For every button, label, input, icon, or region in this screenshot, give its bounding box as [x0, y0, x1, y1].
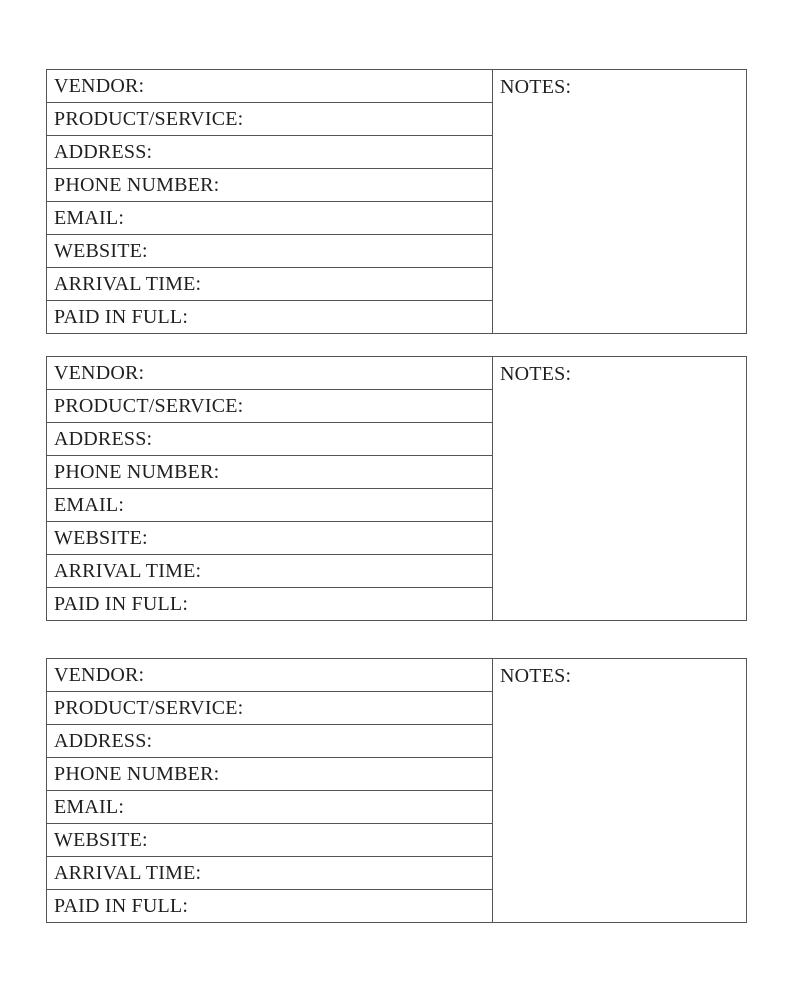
vendor-card — [46, 658, 747, 923]
vendor-field[interactable]: VENDOR: — [47, 70, 492, 103]
arrival-time-field[interactable]: ARRIVAL TIME: — [47, 555, 492, 588]
website-field[interactable]: WEBSITE: — [47, 235, 492, 268]
arrival-time-field[interactable]: ARRIVAL TIME: — [47, 268, 492, 301]
notes-area[interactable] — [493, 70, 746, 333]
vendor-field[interactable]: VENDOR: — [47, 659, 492, 692]
phone-number-field[interactable]: PHONE NUMBER: — [47, 169, 492, 202]
website-field[interactable]: WEBSITE: — [47, 824, 492, 857]
website-field[interactable]: WEBSITE: — [47, 522, 492, 555]
product-service-field[interactable]: PRODUCT/SERVICE: — [47, 692, 492, 725]
arrival-time-field[interactable]: ARRIVAL TIME: — [47, 857, 492, 890]
email-field[interactable]: EMAIL: — [47, 202, 492, 235]
vendor-fields — [47, 70, 493, 333]
phone-number-field[interactable]: PHONE NUMBER: — [47, 758, 492, 791]
vendor-fields — [47, 357, 493, 620]
email-field[interactable]: EMAIL: — [47, 489, 492, 522]
product-service-field[interactable]: PRODUCT/SERVICE: — [47, 390, 492, 423]
vendor-fields — [47, 659, 493, 922]
paid-in-full-field[interactable]: PAID IN FULL: — [54, 305, 189, 328]
notes-label: NOTES: — [500, 665, 572, 687]
address-field[interactable]: ADDRESS: — [47, 136, 492, 169]
notes-area[interactable] — [493, 659, 746, 922]
notes-area[interactable] — [493, 357, 746, 620]
product-service-field[interactable]: PRODUCT/SERVICE: — [47, 103, 492, 136]
vendor-field[interactable]: VENDOR: — [47, 357, 492, 390]
phone-number-field[interactable]: PHONE NUMBER: — [47, 456, 492, 489]
email-field[interactable]: EMAIL: — [47, 791, 492, 824]
paid-in-full-field[interactable]: PAID IN FULL: — [54, 894, 189, 917]
notes-label: NOTES: — [500, 363, 572, 385]
address-field[interactable]: ADDRESS: — [47, 725, 492, 758]
vendor-card — [46, 356, 747, 621]
address-field[interactable]: ADDRESS: — [47, 423, 492, 456]
paid-in-full-field[interactable]: PAID IN FULL: — [54, 592, 189, 615]
vendor-card — [46, 69, 747, 334]
notes-label: NOTES: — [500, 76, 572, 98]
